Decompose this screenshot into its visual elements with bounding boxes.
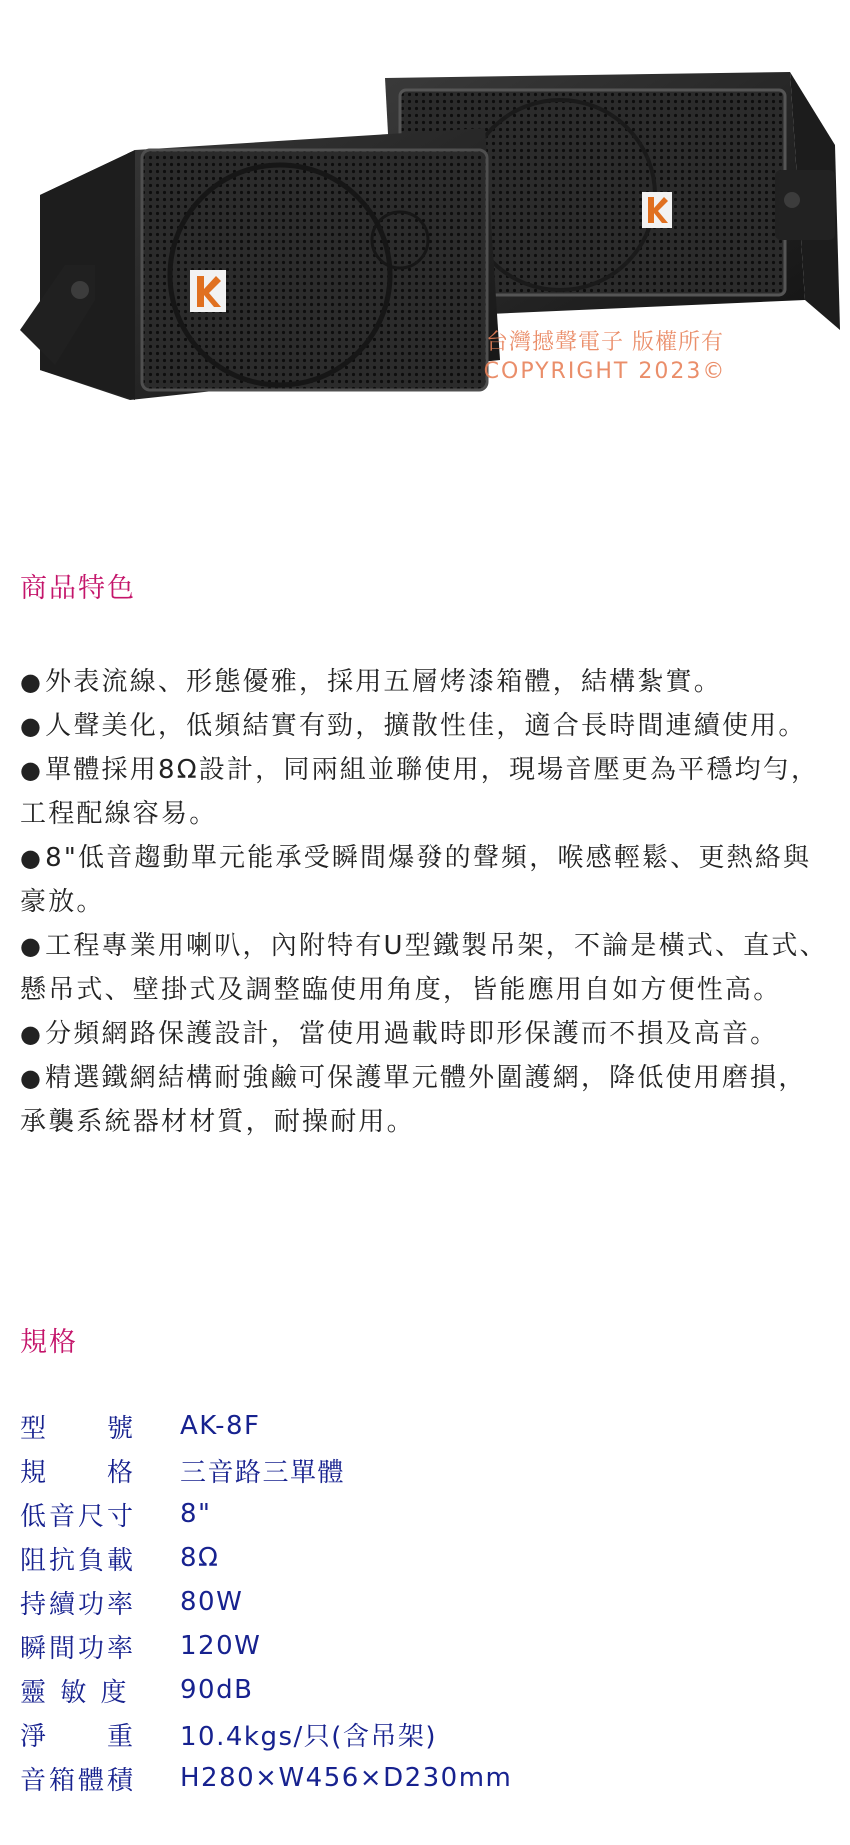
speaker-pair-illustration bbox=[0, 0, 850, 470]
feature-item bbox=[20, 660, 830, 704]
spec-row-dimensions bbox=[20, 1756, 820, 1800]
spec-row-weight bbox=[20, 1712, 820, 1756]
spec-row-peak-power bbox=[20, 1624, 820, 1668]
feature-text: 精選鐵網結構耐強鹼可保護單元體外圍護網，降低使用磨損，承襲系統器材材質，耐操耐用。 bbox=[20, 1063, 807, 1137]
bullet-icon: ● bbox=[20, 668, 44, 696]
feature-item bbox=[20, 924, 830, 1012]
spec-value: 10.4kgs/只(含吊架) bbox=[180, 1721, 438, 1752]
bullet-icon: ● bbox=[20, 1064, 44, 1092]
copyright-watermark bbox=[445, 328, 765, 386]
spec-row-woofer-size bbox=[20, 1492, 820, 1536]
feature-text: 人聲美化，低頻結實有勁，擴散性佳，適合長時間連續使用。 bbox=[45, 711, 807, 741]
spec-label: 淨 重 bbox=[20, 1721, 137, 1752]
spec-value: 8" bbox=[180, 1499, 212, 1529]
specs-heading: 規格 bbox=[20, 1327, 78, 1358]
bullet-icon: ● bbox=[20, 1020, 44, 1048]
bullet-icon: ● bbox=[20, 932, 44, 960]
spec-row-model bbox=[20, 1404, 820, 1448]
spec-value: 8Ω bbox=[180, 1543, 220, 1573]
spec-value: AK-8F bbox=[180, 1411, 261, 1441]
bullet-icon: ● bbox=[20, 712, 44, 740]
spec-value: 三音路三單體 bbox=[180, 1457, 346, 1488]
spec-label: 瞬間功率 bbox=[20, 1633, 137, 1664]
watermark-company: 台灣撼聲電子 版權所有 bbox=[486, 330, 724, 355]
spec-value: 80W bbox=[180, 1587, 244, 1617]
spec-label: 阻抗負載 bbox=[20, 1545, 137, 1576]
feature-text: 外表流線、形態優雅，採用五層烤漆箱體，結構紮實。 bbox=[45, 667, 722, 697]
feature-item bbox=[20, 1012, 830, 1056]
feature-text: 8"低音趨動單元能承受瞬間爆發的聲頻，喉感輕鬆、更熱絡與豪放。 bbox=[20, 843, 812, 917]
feature-text: 工程專業用喇叭，內附特有U型鐵製吊架，不論是橫式、直式、懸吊式、壁掛式及調整臨使用角度，皆能應用自如方便性高。 bbox=[20, 931, 828, 1005]
spec-label: 音箱體積 bbox=[20, 1765, 137, 1796]
feature-item bbox=[20, 836, 830, 924]
feature-item bbox=[20, 748, 830, 836]
specs-table bbox=[20, 1404, 820, 1800]
feature-item bbox=[20, 704, 830, 748]
speaker-front bbox=[20, 128, 500, 400]
spec-row-rms-power bbox=[20, 1580, 820, 1624]
spec-value: 120W bbox=[180, 1631, 262, 1661]
feature-text: 單體採用8Ω設計，同兩組並聯使用，現場音壓更為平穩均勻，工程配線容易。 bbox=[20, 755, 820, 829]
watermark-copyright: COPYRIGHT 2023© bbox=[483, 359, 727, 384]
spec-label: 持續功率 bbox=[20, 1589, 137, 1620]
spec-row-impedance bbox=[20, 1536, 820, 1580]
spec-label: 規 格 bbox=[20, 1457, 137, 1488]
features-list bbox=[20, 660, 830, 1144]
spec-row-sensitivity bbox=[20, 1668, 820, 1712]
features-heading: 商品特色 bbox=[20, 573, 136, 604]
bullet-icon: ● bbox=[20, 756, 44, 784]
feature-text: 分頻網路保護設計，當使用過載時即形保護而不損及高音。 bbox=[45, 1019, 779, 1049]
spec-value: 90dB bbox=[180, 1675, 254, 1705]
spec-row-config bbox=[20, 1448, 820, 1492]
spec-label: 型 號 bbox=[20, 1413, 137, 1444]
spec-label: 低音尺寸 bbox=[20, 1501, 137, 1532]
bullet-icon: ● bbox=[20, 844, 44, 872]
spec-label: 靈 敏 度 bbox=[20, 1677, 130, 1708]
spec-value: H280×W456×D230mm bbox=[180, 1763, 513, 1793]
feature-item bbox=[20, 1056, 830, 1144]
product-photo bbox=[0, 0, 850, 470]
